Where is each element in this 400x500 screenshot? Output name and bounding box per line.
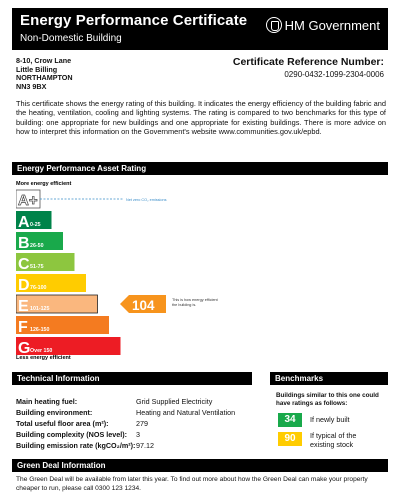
- net-zero-label: Net zero CO₂ emissions: [126, 198, 167, 202]
- benchmark-existing-stock-rating: 90: [278, 432, 302, 446]
- gov-logo-text: HM Government: [284, 17, 380, 33]
- certificate-reference: [233, 56, 384, 79]
- address-line-4: NN3 9BX: [16, 81, 47, 91]
- address-line-3: NORTHAMPTON: [16, 73, 73, 83]
- band-f-letter: F: [18, 319, 28, 336]
- rating-label-line-1: This is how energy efficient: [172, 298, 218, 302]
- certificate-title: Energy Performance Certificate: [20, 12, 248, 29]
- tech-value: Heating and Natural Ventilation: [136, 408, 236, 417]
- tech-key: Main heating fuel:: [16, 397, 78, 406]
- less-efficient-label: Less energy efficient: [16, 355, 71, 361]
- certificate-reference-label: Certificate Reference Number:: [232, 56, 384, 68]
- green-deal-header: Green Deal Information: [12, 459, 388, 472]
- band-d-letter: D: [18, 277, 30, 294]
- benchmark-existing-text-1: If typical of the: [310, 431, 357, 440]
- rating-value: 104: [132, 298, 155, 313]
- benchmark-new-build-text: If newly built: [310, 415, 350, 424]
- rating-label-line-2: the building is.: [172, 303, 197, 307]
- band-b-range: 26-50: [30, 243, 44, 249]
- tech-key: Building environment:: [16, 408, 93, 417]
- benchmark-existing-text-2: existing stock: [310, 439, 354, 449]
- band-g-range: Over 150: [30, 348, 53, 354]
- crest-icon: [266, 17, 282, 33]
- certificate-reference-value: 0290-0432-1099-2304-0006: [284, 70, 384, 79]
- tech-value: 3: [136, 430, 140, 439]
- intro-paragraph: This certificate shows the energy rating of this building. It indicates the energy efficiency of the building fabric and the heating, ventilation, cooling and lighting systems. The rating is compared to two benchmarks for this type of building: one appropriate for new buildings and one appropriate for existing buildings. There is more advice on how to interpret this information on the Government's website www.communities.gov.uk/epbd.: [16, 99, 386, 136]
- band-f-range: 126-150: [30, 327, 50, 333]
- address-line-1: 8-10, Crow Lane: [16, 56, 72, 65]
- band-a-plus-letter: A+: [18, 192, 38, 209]
- band-e-letter: E: [18, 298, 29, 315]
- band-e-range: 101-125: [30, 306, 50, 312]
- band-c-range: 51-75: [30, 264, 44, 270]
- tech-value: 97.12: [136, 441, 154, 450]
- benchmarks-header: Benchmarks: [270, 372, 388, 385]
- green-deal-text: The Green Deal will be available from later this year. To find out more about how the Green Deal can make your property cheaper to run, please call 0300 123 1234.: [16, 476, 368, 492]
- benchmark-new-build-rating: 34: [278, 413, 302, 427]
- tech-key: Building emission rate (kgCO₂/m²):: [16, 441, 136, 450]
- technical-info-header: Technical Information: [12, 372, 252, 385]
- band-b-letter: B: [18, 235, 30, 252]
- more-efficient-label: More energy efficient: [16, 181, 72, 187]
- tech-value: Grid Supplied Electricity: [136, 397, 213, 406]
- band-c-letter: C: [18, 256, 30, 273]
- benchmarks-intro: Buildings similar to this one could have ratings as follows:: [276, 392, 379, 407]
- building-address: [16, 57, 73, 91]
- band-a-letter: A: [18, 214, 30, 231]
- band-a-range: 0-25: [30, 222, 41, 228]
- band-d-range: 76-100: [30, 285, 47, 291]
- certificate-header: [12, 8, 388, 50]
- benchmark-existing-stock-label: [310, 432, 356, 450]
- certificate-subtitle: Non-Domestic Building: [20, 33, 122, 44]
- band-g-letter: G: [18, 340, 31, 357]
- tech-key: Building complexity (NOS level):: [16, 430, 128, 439]
- energy-rating-chart: [16, 176, 386, 364]
- energy-rating-section-header: Energy Performance Asset Rating: [12, 162, 388, 175]
- benchmark-new-build-label: [310, 416, 350, 425]
- address-line-2: Little Billing: [16, 64, 58, 74]
- tech-key: Total useful floor area (m²):: [16, 419, 109, 428]
- tech-value: 279: [136, 419, 148, 428]
- hm-government-logo: [266, 17, 380, 33]
- rating-chart-svg: [16, 176, 386, 364]
